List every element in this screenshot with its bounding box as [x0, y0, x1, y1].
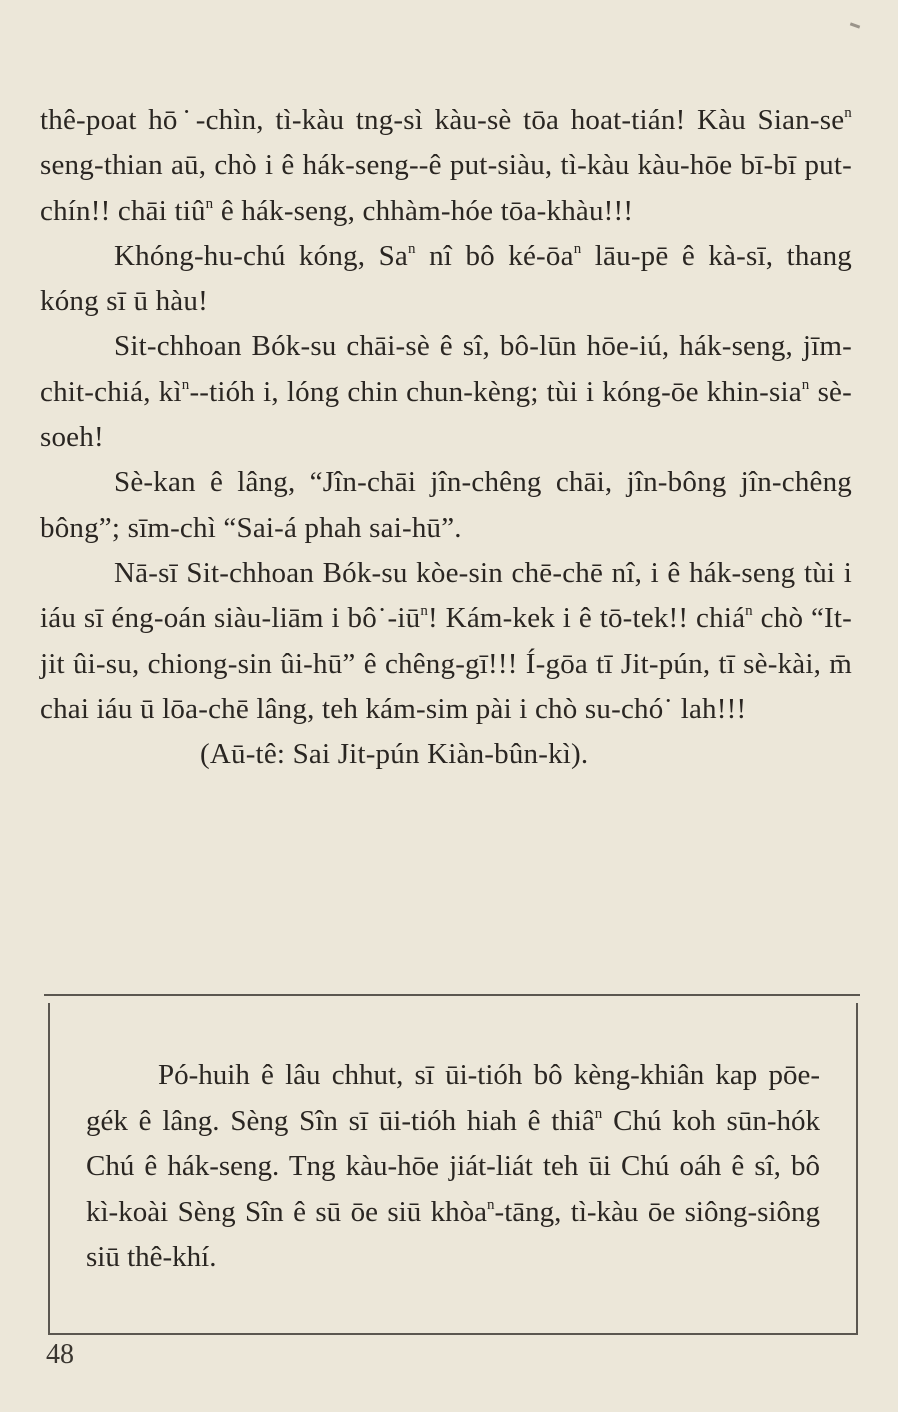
- corner-mark: [850, 22, 860, 28]
- paragraph-1: thê-poat hō˙-chìn, tì-kàu tng-sì kàu-sè tōa hoat-tián! Kàu Sian-$se^n$ seng-thian aū, chò i ê hák-seng--ê put-siàu, tì-kàu kàu-hōe bī-bī put-chín!! chāi tiû$^n$ ê hák-seng, chhàm-hóe tōa-khàu!!!: [40, 104, 852, 227]
- paragraph-2: Khóng-hu-chú kóng, Sa$^n$ nî bô $ké-ōa^n$ lāu-pē ê kà-sī, thang kóng sī ū hàu!: [40, 239, 852, 318]
- boxed-note: [86, 1053, 820, 1281]
- paragraph-5: Nā-sī Sit-chhoan Bók-su kòe-sin chē-chē nî, i ê hák-seng tùi i iáu sī éng-oán siàu-liām i $bô˙-iū^n$! Kám-kek i ê tō-tek!! chiá$^n$ chò “It-jit ûi-su, chiong-sin ûi-hū” ê chêng-gī!!! Í-gōa tī Jit-pún, tī sè-kài, m̄ chai iáu ū lōa-chē lâng, teh kám-sim pài i chò su-chó˙ lah!!!: [40, 556, 852, 725]
- paragraph-3: Sit-chhoan Bók-su chāi-sè ê sî, bô-lūn hōe-iú, hák-seng, jīm-chit-chiá, $kì^n-$-tióh i, lóng chin chun-kèng; tùi i kóng-ōe khin-sia$^n$ sè-soeh!: [40, 330, 852, 454]
- page-number: 48: [46, 1339, 74, 1370]
- paragraph-4: Sè-kan ê lâng, “Jîn-chāi jîn-chêng chāi, jîn-bông jîn-chêng bông”; sīm-chì “Sai-á phah sai-hū”.: [40, 466, 852, 544]
- main-text: [40, 98, 852, 777]
- attribution: (Aū-tê: Sai Jit-pún Kiàn-bûn-kì).: [200, 738, 589, 771]
- boxed-note-paragraph: Pó-huih ê lâu chhut, sī ūi-tióh bô kèng-khiân kap pōe-gék ê lâng. Sèng Sîn sī ūi-tióh hiah ê thiâ$^n$ Chú koh sūn-hók Chú ê hák-seng. Tng kàu-hōe jiát-liát teh ūi Chú oáh ê sî, bô kì-koài Sèng Sîn ê sū ōe siū khòa$^n$-tāng, tì-kàu ōe siông-siông siū thê-khí.: [86, 1059, 820, 1273]
- box-top-rule: [44, 994, 860, 996]
